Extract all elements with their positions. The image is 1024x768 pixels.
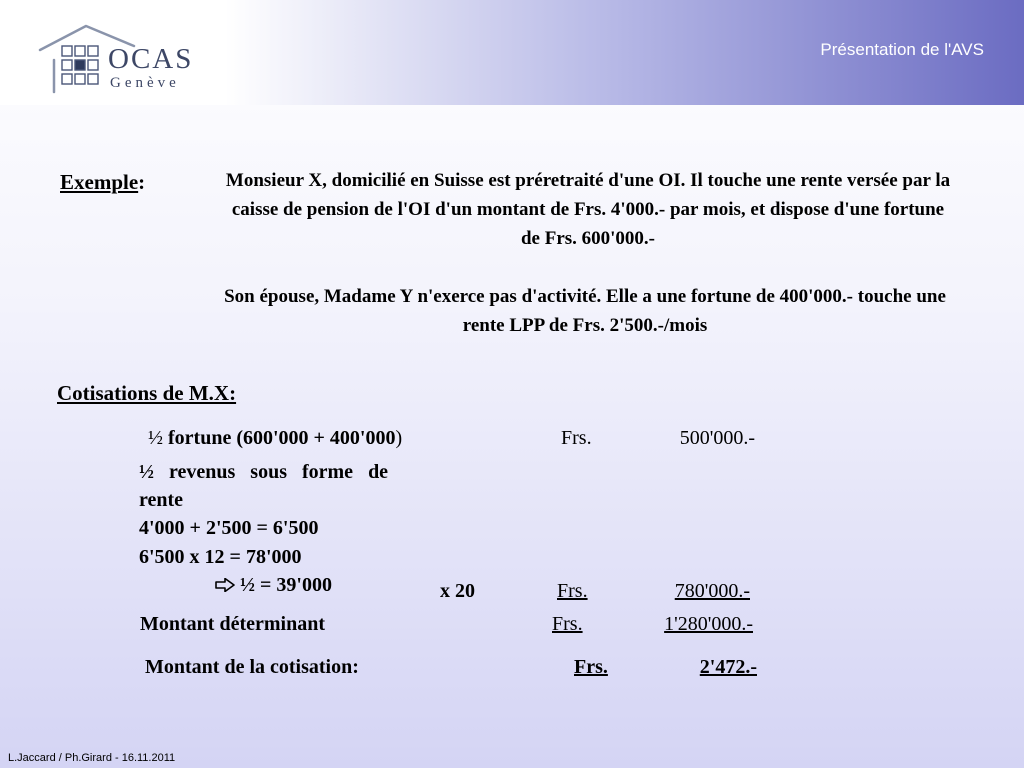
ocas-logo (36, 20, 216, 95)
determining-label: Montant déterminant (140, 613, 325, 635)
fortune-label-suffix: ) (395, 427, 403, 449)
income-amount: 780'000.- (674, 580, 750, 602)
fortune-currency: Frs. (561, 427, 592, 449)
income-line-1: ½ revenus sous forme de (139, 461, 389, 483)
logo-city: Genève (110, 75, 180, 91)
fortune-amount: 500'000.- (679, 427, 755, 449)
income-line-2: rente (139, 489, 184, 511)
determining-amount: 1'280'000.- (664, 613, 753, 635)
fortune-label-prefix: ½ (148, 427, 168, 449)
example-label (60, 170, 145, 195)
contribution-currency: Frs. (574, 656, 608, 678)
fortune-label (148, 427, 402, 450)
grid-squares-icon (62, 46, 98, 84)
header-title: Présentation de l'AVS (820, 40, 984, 59)
example-label-text: Exemple (60, 170, 139, 194)
footer-text: L.Jaccard / Ph.Girard - 16.11.2011 (8, 752, 176, 764)
income-line-5 (215, 574, 332, 597)
income-currency: Frs. (557, 580, 588, 602)
income-half-result: ½ = 39'000 (240, 574, 332, 596)
example-paragraph-1: Monsieur X, domicilié en Suisse est préretraité d'une OI. Il touche une rente versée par la caisse de pension de l'OI d'un montant de Frs. 4'000.- par mois, et dispose d'une fortune de Frs. 600'000.- (225, 170, 951, 249)
contribution-label: Montant de la cotisation: (145, 656, 359, 678)
example-paragraph-2: Son épouse, Madame Y n'exerce pas d'activité. Elle a une fortune de 400'000.- touche une rente LPP de Frs. 2'500.-/mois (224, 286, 946, 336)
arrow-right-icon (215, 578, 235, 592)
logo-word: OCAS (108, 43, 194, 75)
contributions-title: Cotisations de M.X: (57, 381, 237, 405)
example-label-colon: : (138, 170, 146, 194)
fortune-label-bold: fortune (600'000 + 400'000 (168, 427, 396, 449)
income-line-4: 6'500 x 12 = 78'000 (139, 546, 302, 568)
income-multiplier: x 20 (440, 580, 475, 602)
header-banner (0, 0, 1024, 105)
determining-currency: Frs. (552, 613, 583, 635)
income-line-3: 4'000 + 2'500 = 6'500 (139, 517, 319, 539)
contribution-amount: 2'472.- (699, 656, 757, 678)
